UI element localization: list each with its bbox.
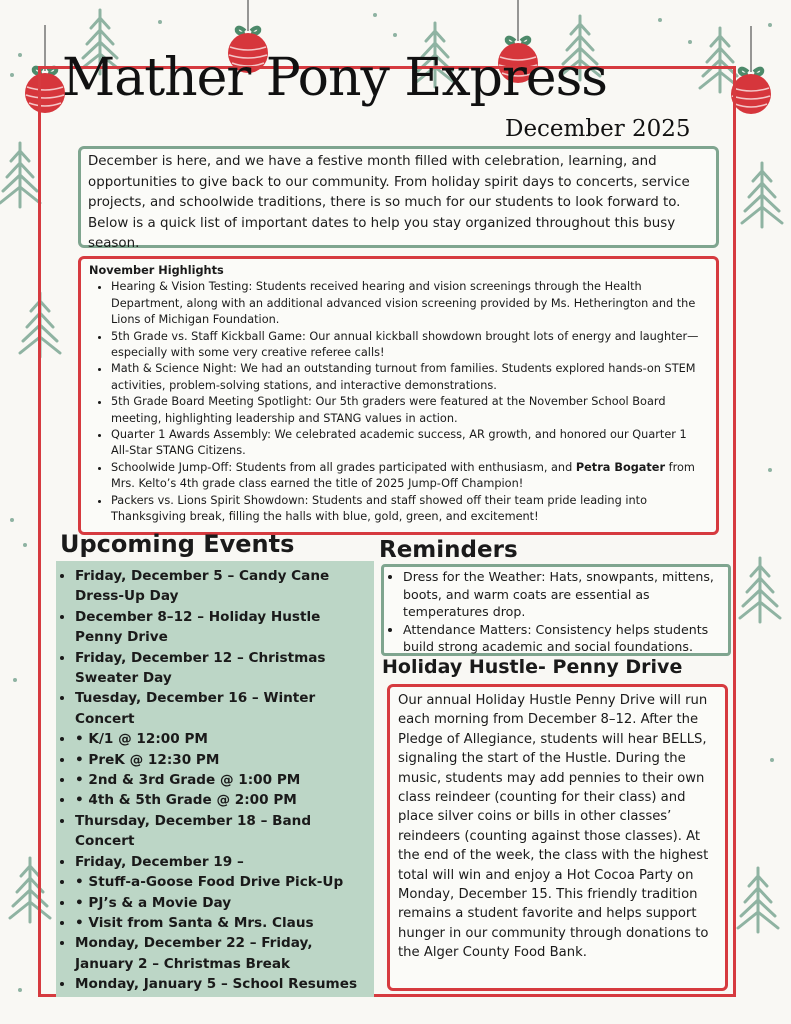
ornament-icon — [731, 26, 771, 114]
event-item: • Monday, January 5 – School Resumes — [75, 974, 368, 994]
highlight-item: • 5th Grade Board Meeting Spotlight: Our 5th graders were featured at the November School Board meeting, highlighting leadership and STANG values in action. — [111, 394, 708, 427]
event-item: • December 8–12 – Holiday Hustle Penny Drive — [75, 607, 368, 648]
event-item: • • PreK @ 12:30 PM — [75, 750, 368, 770]
reminders-list — [388, 568, 724, 656]
tree-icon — [740, 558, 780, 622]
tree-icon — [0, 143, 40, 207]
newsletter-title: Mather Pony Express — [62, 48, 607, 108]
event-item: • • PJ’s & a Movie Day — [75, 893, 368, 913]
reminder-item: • Attendance Matters: Consistency helps students build strong academic and social foundations. — [403, 621, 724, 656]
event-item: • • Stuff-a-Goose Food Drive Pick-Up — [75, 872, 368, 892]
events-list-container — [56, 566, 368, 995]
highlight-item: • Quarter 1 Awards Assembly: We celebrated academic success, AR growth, and honored our Quarter 1 All-Star STANG Citizens. — [111, 427, 708, 460]
intro-box — [78, 146, 719, 251]
event-item: • Friday, December 5 – Candy Cane Dress-Up Day — [75, 566, 368, 607]
highlight-item: • 5th Grade vs. Staff Kickball Game: Our annual kickball showdown brought lots of energy and laughter—especially with some very creative referee calls! — [111, 329, 708, 362]
events-list — [56, 566, 368, 995]
newsletter-date: December 2025 — [505, 116, 691, 142]
event-item: • Thursday, December 18 – Band Concert — [75, 811, 368, 852]
highlight-item: • Hearing & Vision Testing: Students received hearing and vision screenings through the Health Department, along with an additional advanced vision screening provided by Ms. Hetherington and the Lions of Michigan Foundation. — [111, 279, 708, 328]
event-item: • • K/1 @ 12:00 PM — [75, 729, 368, 749]
tree-icon — [742, 163, 782, 227]
highlights-heading: November Highlights — [89, 264, 224, 277]
event-item: • Tuesday, December 16 – Winter Concert — [75, 688, 368, 729]
highlight-item — [111, 460, 708, 493]
reminders-box — [381, 564, 731, 656]
penny-drive-text: Our annual Holiday Hustle Penny Drive will run each morning from December 8–12. After the Pledge of Allegiance, students will hear BELLS, signaling the start of the Hustle. During the music, students may add pennies to their own class reindeer (counting for their class) and place silver coins or bills in other classes’ reindeers (counting against those classes). At the end of the week, the class with the highest total will win and enjoy a Hot Cocoa Party on Monday, December 15. This friendly tradition remains a student favorite and helps support hunger in our community through donations to the Alger County Food Bank. — [398, 693, 709, 961]
highlight-item: • Math & Science Night: We had an outstanding turnout from families. Students explored hands-on STEM activities, problem-solving stations, and interactive demonstrations. — [111, 361, 708, 394]
tree-icon — [738, 868, 778, 932]
intro-text: December is here, and we have a festive month filled with celebration, learning, and opportunities to give back to our community. From holiday spirit days to concerts, service projects, and schoolwide traditions, there is so much for our students to look forward to. Below is a quick list of important dates to help you stay organized throughout this busy season. — [88, 154, 690, 251]
reminders-heading: Reminders — [379, 537, 518, 563]
penny-drive-box — [387, 684, 728, 991]
jumpoff-champion-name: Petra Bogater — [575, 460, 666, 474]
reminder-item: • Dress for the Weather: Hats, snowpants, mittens, boots, and warm coats are essential as temperatures drop. — [403, 568, 724, 621]
highlights-list — [89, 279, 708, 525]
november-highlights-box — [78, 256, 719, 535]
event-item: • Friday, December 19 – — [75, 852, 368, 872]
highlight-item: • Packers vs. Lions Spirit Showdown: Students and staff showed off their team pride leading into Thanksgiving break, filling the halls with blue, gold, green, and excitement! — [111, 493, 708, 526]
jumpoff-text: Schoolwide Jump-Off: Students from all grades participated with enthusiasm, and — [111, 460, 576, 474]
event-item: • • 4th & 5th Grade @ 2:00 PM — [75, 790, 368, 810]
event-item: • Friday, December 12 – Christmas Sweater Day — [75, 648, 368, 689]
penny-drive-heading: Holiday Hustle- Penny Drive — [382, 656, 683, 678]
event-item: • • Visit from Santa & Mrs. Claus — [75, 913, 368, 933]
event-item: • • 2nd & 3rd Grade @ 1:00 PM — [75, 770, 368, 790]
events-heading: Upcoming Events — [60, 530, 295, 558]
event-item: • Monday, December 22 – Friday, January 2 – Christmas Break — [75, 933, 368, 974]
jumpoff-text: from Mrs. Kelto’s 4th grade class earned the title of 2025 Jump-Off Champion! — [111, 460, 695, 491]
